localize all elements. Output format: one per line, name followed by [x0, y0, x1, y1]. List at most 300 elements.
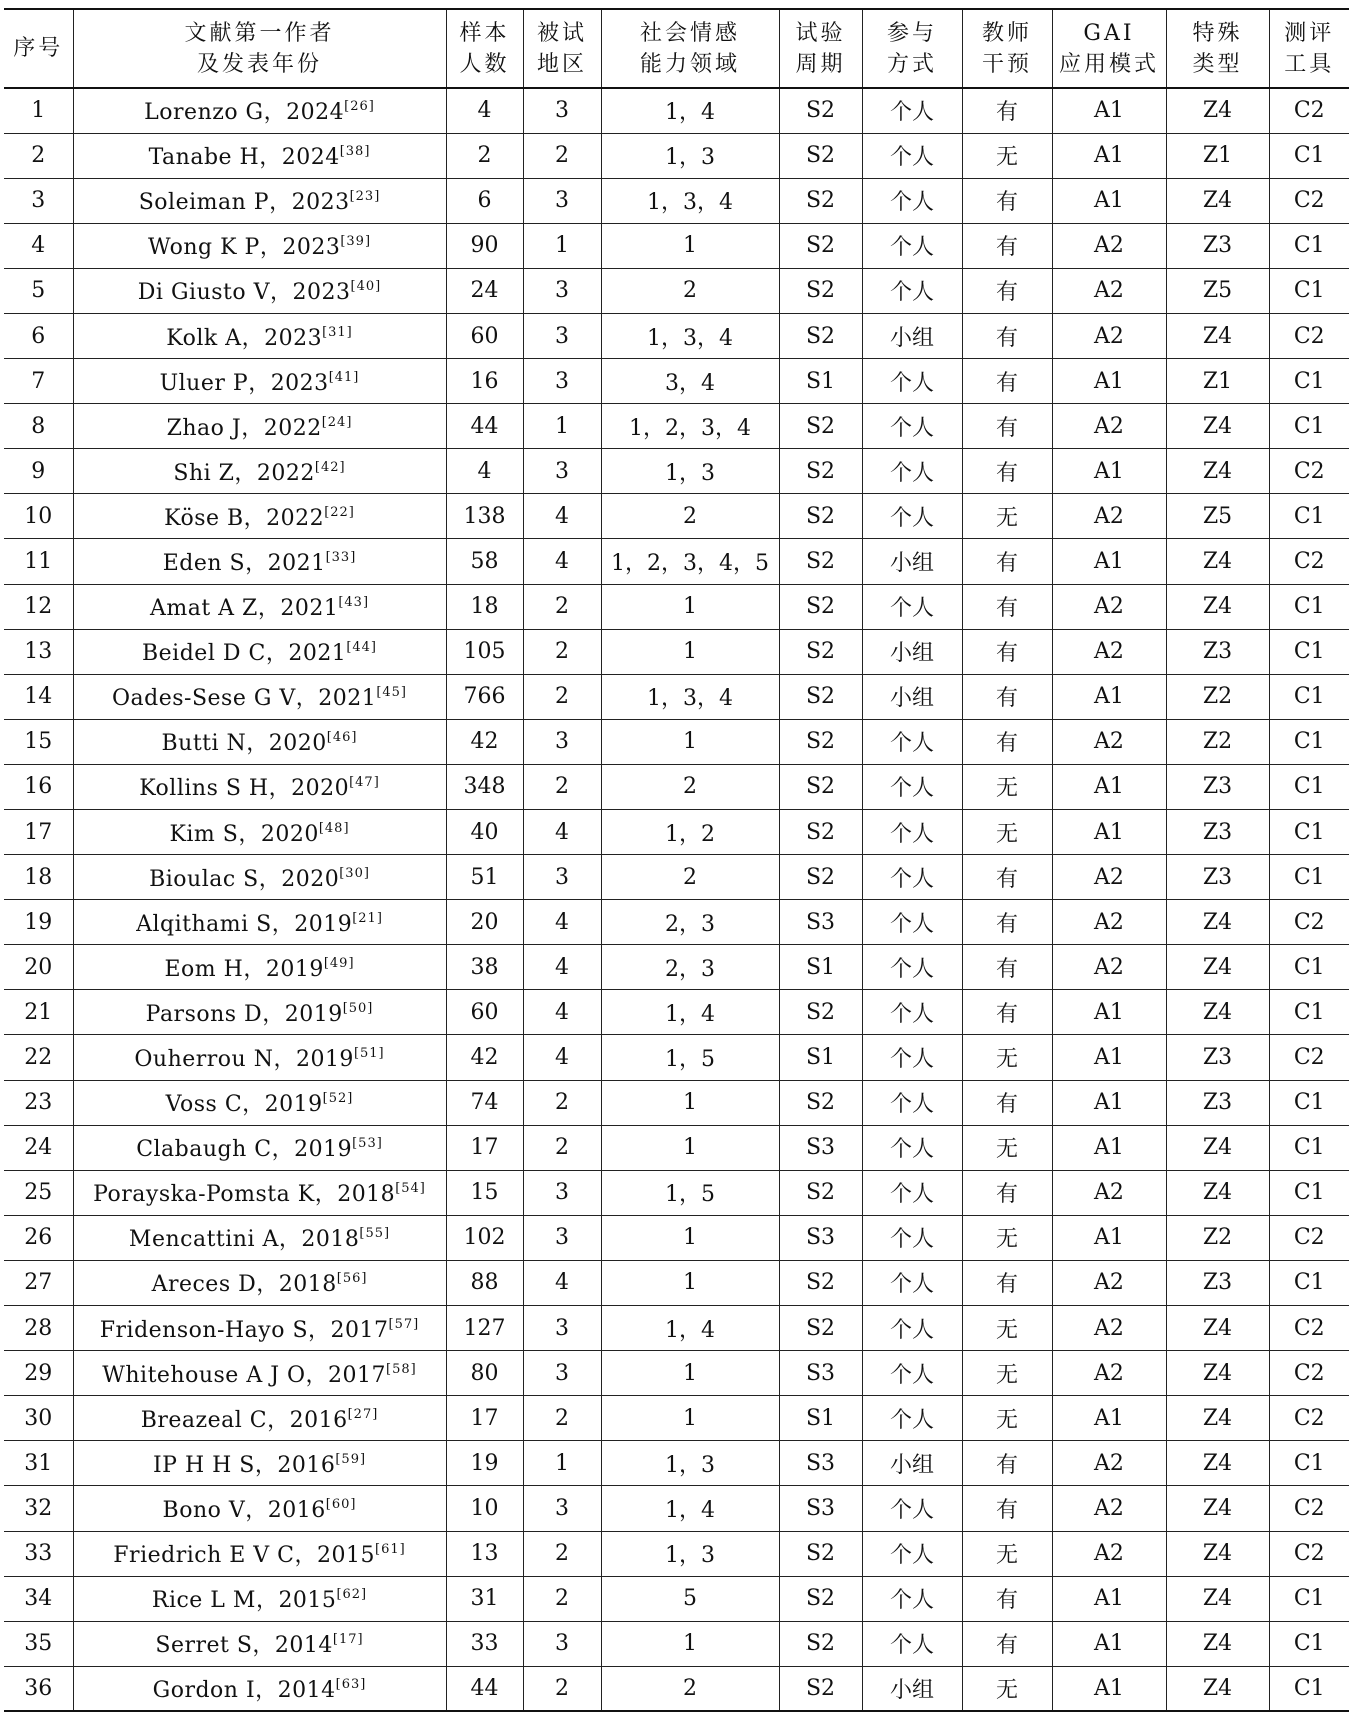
cell-period: S3: [779, 1351, 862, 1396]
cell-tool: C1: [1269, 133, 1349, 178]
reference-number: [17]: [332, 1632, 364, 1648]
cell-tool: C1: [1269, 268, 1349, 313]
reference-number: [48]: [318, 820, 350, 836]
cell-sample: 4: [446, 449, 523, 494]
cell-author: [73, 1035, 446, 1080]
cell-gai: A2: [1052, 313, 1166, 358]
cell-period: S2: [779, 313, 862, 358]
col-header-period: [779, 9, 862, 88]
cell-tool: C2: [1269, 1306, 1349, 1351]
cell-gai: A1: [1052, 1396, 1166, 1441]
cell-tool: C1: [1269, 1260, 1349, 1305]
cell-mode: 小组: [862, 1666, 962, 1711]
cell-region: 1: [523, 223, 601, 268]
cell-period: S2: [779, 1666, 862, 1711]
cell-author: [73, 674, 446, 719]
cell-gai: A2: [1052, 223, 1166, 268]
cell-region: 4: [523, 539, 601, 584]
cell-tool: C1: [1269, 629, 1349, 674]
cell-mode: 个人: [862, 945, 962, 990]
author-name: Friedrich E V C，2015: [113, 1543, 376, 1569]
cell-region: 2: [523, 133, 601, 178]
cell-gai: A2: [1052, 1260, 1166, 1305]
cell-type: Z2: [1166, 674, 1269, 719]
header-line: 及发表年份: [196, 51, 322, 77]
reference-number: [58]: [386, 1361, 417, 1377]
author-name: Amat A Z，2021: [149, 596, 339, 622]
cell-tool: C1: [1269, 990, 1349, 1035]
table-row: [4, 1441, 1349, 1486]
table-row: [4, 810, 1349, 855]
cell-teacher: 有: [962, 539, 1052, 584]
cell-mode: 个人: [862, 1260, 962, 1305]
cell-author: [73, 1396, 446, 1441]
author-name: Wong K P，2023: [147, 235, 341, 261]
cell-teacher: 无: [962, 133, 1052, 178]
cell-tool: C1: [1269, 1666, 1349, 1711]
cell-gai: A2: [1052, 719, 1166, 764]
header-line: 方式: [886, 51, 937, 77]
table-row: [4, 223, 1349, 268]
cell-tool: C2: [1269, 449, 1349, 494]
table-row: [4, 539, 1349, 584]
col-header-teacher: [962, 9, 1052, 88]
reference-number: [41]: [328, 369, 360, 385]
cell-region: 1: [523, 404, 601, 449]
cell-region: 4: [523, 1260, 601, 1305]
author-name: Eden S，2021: [162, 550, 326, 576]
header-line: 地区: [536, 51, 587, 77]
cell-author: [73, 764, 446, 809]
cell-teacher: 有: [962, 584, 1052, 629]
table-row: [4, 133, 1349, 178]
table-body: [4, 88, 1349, 1711]
cell-region: 4: [523, 1035, 601, 1080]
header-line: 序号: [13, 36, 64, 61]
cell-author: [73, 629, 446, 674]
cell-author: [73, 539, 446, 584]
cell-no: 11: [4, 539, 73, 584]
cell-tool: C1: [1269, 1441, 1349, 1486]
cell-region: 3: [523, 1306, 601, 1351]
cell-author: [73, 133, 446, 178]
cell-teacher: 有: [962, 404, 1052, 449]
cell-sample: 42: [446, 1035, 523, 1080]
cell-gai: A1: [1052, 178, 1166, 223]
cell-mode: 个人: [862, 584, 962, 629]
author-name: Serret S，2014: [155, 1633, 333, 1659]
cell-type: Z3: [1166, 764, 1269, 809]
cell-region: 3: [523, 1486, 601, 1531]
author-name: Whitehouse A J O，2017: [102, 1362, 387, 1388]
cell-gai: A2: [1052, 629, 1166, 674]
col-header-mode: [862, 9, 962, 88]
author-name: Beidel D C，2021: [142, 641, 347, 667]
reference-number: [45]: [376, 685, 407, 701]
cell-period: S2: [779, 1260, 862, 1305]
cell-no: 7: [4, 359, 73, 404]
cell-domain: 1: [601, 584, 779, 629]
cell-mode: 个人: [862, 1351, 962, 1396]
cell-no: 33: [4, 1531, 73, 1576]
cell-teacher: 有: [962, 990, 1052, 1035]
cell-tool: C1: [1269, 1576, 1349, 1621]
cell-sample: 31: [446, 1576, 523, 1621]
cell-period: S2: [779, 764, 862, 809]
cell-period: S2: [779, 1080, 862, 1125]
table-row: [4, 88, 1349, 133]
cell-mode: 个人: [862, 1531, 962, 1576]
cell-mode: 个人: [862, 900, 962, 945]
header-line: 教师: [981, 20, 1032, 46]
cell-gai: A1: [1052, 1035, 1166, 1080]
reference-number: [47]: [349, 775, 380, 791]
cell-author: [73, 268, 446, 313]
cell-region: 2: [523, 1666, 601, 1711]
header-line: 试验: [795, 20, 846, 46]
cell-mode: 个人: [862, 990, 962, 1035]
cell-period: S2: [779, 674, 862, 719]
cell-teacher: 有: [962, 223, 1052, 268]
table-row: [4, 449, 1349, 494]
cell-mode: 个人: [862, 719, 962, 764]
cell-period: S1: [779, 359, 862, 404]
reference-number: [40]: [350, 279, 382, 295]
cell-mode: 个人: [862, 855, 962, 900]
cell-type: Z4: [1166, 1396, 1269, 1441]
cell-tool: C1: [1269, 1621, 1349, 1666]
reference-number: [39]: [340, 234, 372, 250]
cell-mode: 个人: [862, 449, 962, 494]
cell-type: Z2: [1166, 1215, 1269, 1260]
cell-mode: 个人: [862, 1125, 962, 1170]
author-name: Oades-Sese G V，2021: [111, 686, 377, 712]
reference-number: [38]: [339, 144, 371, 160]
cell-tool: C1: [1269, 855, 1349, 900]
cell-region: 3: [523, 1621, 601, 1666]
cell-tool: C2: [1269, 1351, 1349, 1396]
header-line: 人数: [459, 51, 510, 77]
cell-tool: C1: [1269, 764, 1349, 809]
cell-mode: 个人: [862, 359, 962, 404]
cell-domain: 1: [601, 1080, 779, 1125]
cell-no: 28: [4, 1306, 73, 1351]
cell-region: 2: [523, 674, 601, 719]
header-line: 参与: [886, 20, 937, 46]
cell-teacher: 有: [962, 629, 1052, 674]
cell-region: 4: [523, 945, 601, 990]
author-name: Kolk A，2023: [166, 325, 323, 351]
table-row: [4, 855, 1349, 900]
cell-region: 2: [523, 1531, 601, 1576]
cell-tool: C2: [1269, 178, 1349, 223]
cell-type: Z4: [1166, 1531, 1269, 1576]
table-row: [4, 494, 1349, 539]
cell-type: Z4: [1166, 1351, 1269, 1396]
cell-sample: 40: [446, 810, 523, 855]
cell-domain: 1，3: [601, 1441, 779, 1486]
cell-no: 16: [4, 764, 73, 809]
cell-no: 5: [4, 268, 73, 313]
cell-domain: 1，4: [601, 990, 779, 1035]
cell-gai: A1: [1052, 539, 1166, 584]
cell-period: S3: [779, 1441, 862, 1486]
cell-sample: 42: [446, 719, 523, 764]
author-name: Voss C，2019: [165, 1092, 323, 1118]
reference-number: [23]: [349, 189, 381, 205]
cell-gai: A1: [1052, 133, 1166, 178]
cell-region: 3: [523, 88, 601, 133]
table-row: [4, 990, 1349, 1035]
author-name: Soleiman P，2023: [138, 190, 350, 216]
cell-period: S3: [779, 1215, 862, 1260]
col-header-author: [73, 9, 446, 88]
cell-author: [73, 990, 446, 1035]
cell-gai: A2: [1052, 855, 1166, 900]
cell-no: 29: [4, 1351, 73, 1396]
cell-type: Z4: [1166, 88, 1269, 133]
reference-number: [42]: [314, 459, 346, 475]
cell-period: S2: [779, 494, 862, 539]
cell-no: 15: [4, 719, 73, 764]
cell-teacher: 有: [962, 1260, 1052, 1305]
cell-gai: A2: [1052, 404, 1166, 449]
cell-domain: 2: [601, 1666, 779, 1711]
header-line: 应用模式: [1058, 51, 1159, 77]
cell-type: Z4: [1166, 1306, 1269, 1351]
cell-sample: 20: [446, 900, 523, 945]
cell-author: [73, 404, 446, 449]
cell-author: [73, 1125, 446, 1170]
cell-author: [73, 1260, 446, 1305]
header-line: 测评: [1284, 20, 1335, 46]
cell-sample: 102: [446, 1215, 523, 1260]
cell-mode: 个人: [862, 810, 962, 855]
cell-no: 19: [4, 900, 73, 945]
cell-region: 3: [523, 719, 601, 764]
cell-domain: 1，5: [601, 1170, 779, 1215]
table-row: [4, 1306, 1349, 1351]
cell-mode: 个人: [862, 1396, 962, 1441]
reference-number: [49]: [323, 955, 355, 971]
col-header-no: [4, 9, 73, 88]
cell-period: S3: [779, 900, 862, 945]
cell-gai: A1: [1052, 764, 1166, 809]
cell-period: S2: [779, 810, 862, 855]
header-line: 能力领域: [639, 51, 740, 77]
cell-sample: 33: [446, 1621, 523, 1666]
cell-no: 24: [4, 1125, 73, 1170]
cell-period: S3: [779, 1125, 862, 1170]
cell-mode: 个人: [862, 133, 962, 178]
cell-domain: 1: [601, 223, 779, 268]
cell-no: 27: [4, 1260, 73, 1305]
author-name: Uluer P，2023: [159, 370, 329, 396]
reference-number: [61]: [375, 1542, 406, 1558]
cell-tool: C2: [1269, 88, 1349, 133]
cell-domain: 2，3: [601, 900, 779, 945]
cell-type: Z3: [1166, 855, 1269, 900]
cell-sample: 44: [446, 404, 523, 449]
reference-number: [27]: [347, 1406, 379, 1422]
cell-author: [73, 810, 446, 855]
table-row: [4, 359, 1349, 404]
cell-teacher: 无: [962, 1396, 1052, 1441]
author-name: Parsons D，2019: [145, 1001, 343, 1027]
cell-sample: 19: [446, 1441, 523, 1486]
cell-gai: A1: [1052, 674, 1166, 719]
cell-tool: C2: [1269, 1486, 1349, 1531]
author-name: Ouherrou N，2019: [134, 1047, 354, 1073]
cell-type: Z3: [1166, 1035, 1269, 1080]
cell-gai: A1: [1052, 1621, 1166, 1666]
table-row: [4, 719, 1349, 764]
cell-mode: 个人: [862, 764, 962, 809]
cell-type: Z4: [1166, 1125, 1269, 1170]
cell-gai: A2: [1052, 268, 1166, 313]
reference-number: [22]: [324, 504, 355, 520]
cell-mode: 小组: [862, 1441, 962, 1486]
cell-tool: C1: [1269, 584, 1349, 629]
cell-period: S2: [779, 1170, 862, 1215]
col-header-region: [523, 9, 601, 88]
author-name: Mencattini A，2018: [128, 1227, 360, 1253]
cell-region: 3: [523, 313, 601, 358]
reference-number: [60]: [325, 1496, 357, 1512]
reference-number: [33]: [325, 549, 357, 565]
cell-domain: 1: [601, 629, 779, 674]
reference-number: [44]: [346, 640, 377, 656]
header-line: 特殊: [1192, 20, 1243, 46]
cell-author: [73, 719, 446, 764]
cell-gai: A1: [1052, 1576, 1166, 1621]
cell-no: 1: [4, 88, 73, 133]
author-name: Zhao J，2022: [166, 415, 322, 441]
cell-teacher: 有: [962, 1486, 1052, 1531]
cell-period: S2: [779, 990, 862, 1035]
cell-teacher: 无: [962, 1035, 1052, 1080]
cell-domain: 1，4: [601, 1486, 779, 1531]
cell-author: [73, 1441, 446, 1486]
cell-gai: A1: [1052, 1125, 1166, 1170]
cell-period: S2: [779, 539, 862, 584]
cell-domain: 2: [601, 855, 779, 900]
cell-period: S2: [779, 584, 862, 629]
cell-mode: 个人: [862, 178, 962, 223]
cell-domain: 1: [601, 1396, 779, 1441]
author-name: Areces D，2018: [151, 1272, 337, 1298]
cell-domain: 1: [601, 719, 779, 764]
cell-teacher: 有: [962, 359, 1052, 404]
cell-mode: 小组: [862, 539, 962, 584]
cell-mode: 个人: [862, 88, 962, 133]
cell-tool: C2: [1269, 1531, 1349, 1576]
cell-domain: 1，4: [601, 1306, 779, 1351]
cell-period: S2: [779, 88, 862, 133]
reference-number: [63]: [335, 1677, 367, 1693]
cell-teacher: 有: [962, 1441, 1052, 1486]
cell-sample: 60: [446, 990, 523, 1035]
table-row: [4, 313, 1349, 358]
cell-teacher: 有: [962, 268, 1052, 313]
cell-no: 8: [4, 404, 73, 449]
cell-tool: C2: [1269, 313, 1349, 358]
cell-period: S2: [779, 719, 862, 764]
table-row: [4, 1125, 1349, 1170]
cell-type: Z3: [1166, 1260, 1269, 1305]
cell-sample: 38: [446, 945, 523, 990]
cell-period: S2: [779, 268, 862, 313]
cell-teacher: 有: [962, 178, 1052, 223]
cell-author: [73, 855, 446, 900]
cell-period: S2: [779, 629, 862, 674]
cell-region: 3: [523, 1170, 601, 1215]
literature-table: [4, 8, 1349, 1712]
cell-gai: A2: [1052, 1306, 1166, 1351]
cell-author: [73, 1215, 446, 1260]
cell-teacher: 有: [962, 945, 1052, 990]
table-row: [4, 1531, 1349, 1576]
cell-domain: 1，3: [601, 133, 779, 178]
cell-period: S2: [779, 223, 862, 268]
reference-number: [62]: [336, 1587, 368, 1603]
literature-table-container: [0, 8, 1353, 1712]
author-name: Bioulac S，2020: [149, 866, 340, 892]
cell-region: 2: [523, 1576, 601, 1621]
cell-gai: A2: [1052, 945, 1166, 990]
table-row: [4, 584, 1349, 629]
table-row: [4, 1035, 1349, 1080]
cell-teacher: 无: [962, 1306, 1052, 1351]
cell-author: [73, 900, 446, 945]
reference-number: [54]: [395, 1181, 426, 1197]
cell-period: S2: [779, 1576, 862, 1621]
cell-author: [73, 1080, 446, 1125]
cell-domain: 1，3，4: [601, 674, 779, 719]
cell-sample: 60: [446, 313, 523, 358]
cell-author: [73, 1486, 446, 1531]
reference-number: [52]: [322, 1091, 354, 1107]
cell-teacher: 有: [962, 88, 1052, 133]
cell-domain: 1，3，4: [601, 178, 779, 223]
cell-domain: 3，4: [601, 359, 779, 404]
cell-teacher: 无: [962, 1125, 1052, 1170]
cell-teacher: 无: [962, 810, 1052, 855]
cell-author: [73, 1576, 446, 1621]
cell-type: Z2: [1166, 719, 1269, 764]
cell-domain: 1，2: [601, 810, 779, 855]
cell-teacher: 无: [962, 764, 1052, 809]
header-line: 周期: [795, 51, 846, 77]
cell-region: 3: [523, 268, 601, 313]
reference-number: [43]: [338, 595, 370, 611]
cell-mode: 个人: [862, 404, 962, 449]
header-line: 被试: [536, 20, 587, 46]
reference-number: [21]: [352, 910, 383, 926]
cell-sample: 138: [446, 494, 523, 539]
cell-sample: 18: [446, 584, 523, 629]
cell-domain: 1，5: [601, 1035, 779, 1080]
cell-teacher: 有: [962, 674, 1052, 719]
cell-period: S2: [779, 404, 862, 449]
header-line: 样本: [459, 20, 510, 46]
cell-no: 2: [4, 133, 73, 178]
cell-no: 3: [4, 178, 73, 223]
cell-sample: 13: [446, 1531, 523, 1576]
cell-no: 36: [4, 1666, 73, 1711]
cell-tool: C1: [1269, 1125, 1349, 1170]
cell-author: [73, 223, 446, 268]
